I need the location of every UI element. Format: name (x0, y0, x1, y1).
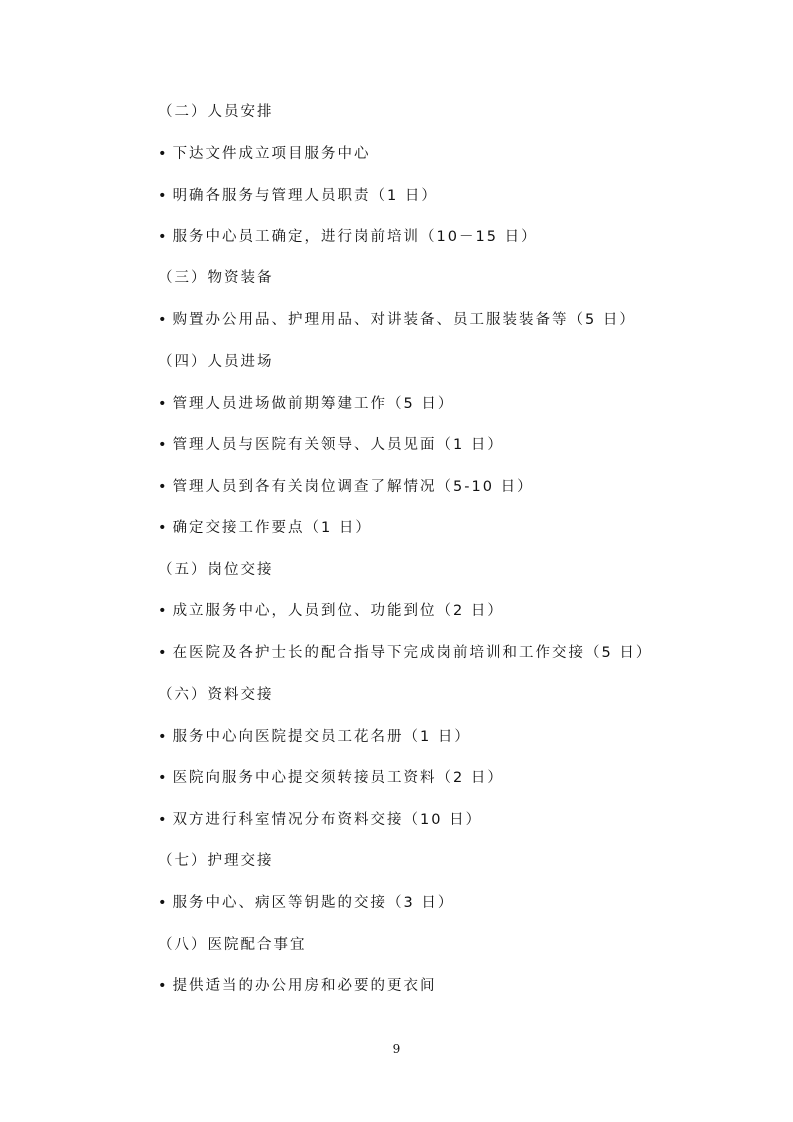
bullet-icon: • (158, 603, 167, 619)
bullet-icon: • (158, 396, 167, 412)
bullet-icon: • (158, 437, 167, 453)
section-heading (0, 102, 793, 122)
section-heading (0, 560, 793, 580)
section-heading-text: （六）资料交接 (158, 687, 274, 703)
list-item-text: 管理人员到各有关岗位调查了解情况（5-10 日） (172, 479, 534, 495)
section-heading (0, 268, 793, 288)
list-item (0, 893, 793, 913)
list-item-text: 在医院及各护士长的配合指导下完成岗前培训和工作交接（5 日） (172, 645, 653, 661)
list-item (0, 768, 793, 788)
list-item-text: 双方进行科室情况分布资料交接（10 日） (172, 812, 483, 828)
list-item (0, 810, 793, 830)
bullet-icon: • (158, 146, 167, 162)
list-item-text: 服务中心向医院提交员工花名册（1 日） (172, 729, 471, 745)
bullet-icon: • (158, 520, 167, 536)
list-item (0, 144, 793, 164)
section-heading-text: （三）物资装备 (158, 270, 274, 286)
section-heading-text: （二）人员安排 (158, 104, 274, 120)
list-item-text: 明确各服务与管理人员职责（1 日） (172, 188, 438, 204)
list-item (0, 435, 793, 455)
section-heading (0, 851, 793, 871)
bullet-icon: • (158, 895, 167, 911)
list-item-text: 下达文件成立项目服务中心 (172, 146, 371, 162)
list-item-text: 购置办公用品、护理用品、对讲装备、员工服装装备等（5 日） (172, 312, 636, 328)
section-heading-text: （四）人员进场 (158, 354, 274, 370)
list-item (0, 727, 793, 747)
bullet-icon: • (158, 812, 167, 828)
list-item-text: 确定交接工作要点（1 日） (172, 520, 372, 536)
list-item (0, 477, 793, 497)
list-item (0, 310, 793, 330)
bullet-icon: • (158, 229, 167, 245)
bullet-icon: • (158, 312, 167, 328)
bullet-icon: • (158, 770, 167, 786)
section-heading-text: （五）岗位交接 (158, 562, 274, 578)
list-item (0, 601, 793, 621)
section-heading (0, 685, 793, 705)
list-item (0, 976, 793, 996)
list-item (0, 394, 793, 414)
list-item (0, 186, 793, 206)
list-item-text: 提供适当的办公用房和必要的更衣间 (172, 978, 437, 994)
section-heading (0, 935, 793, 955)
page-number: 9 (392, 1042, 401, 1056)
list-item-text: 服务中心、病区等钥匙的交接（3 日） (172, 895, 455, 911)
section-heading (0, 352, 793, 372)
bullet-icon: • (158, 188, 167, 204)
list-item (0, 227, 793, 247)
bullet-icon: • (158, 729, 167, 745)
bullet-icon: • (158, 479, 167, 495)
list-item (0, 518, 793, 538)
bullet-icon: • (158, 978, 167, 994)
section-heading-text: （七）护理交接 (158, 853, 274, 869)
list-item-text: 服务中心员工确定，进行岗前培训（10－15 日） (172, 229, 538, 245)
list-item-text: 成立服务中心，人员到位、功能到位（2 日） (172, 603, 504, 619)
list-item-text: 管理人员进场做前期筹建工作（5 日） (172, 396, 455, 412)
section-heading-text: （八）医院配合事宜 (158, 937, 307, 953)
bullet-icon: • (158, 645, 167, 661)
list-item-text: 管理人员与医院有关领导、人员见面（1 日） (172, 437, 504, 453)
list-item (0, 643, 793, 663)
list-item-text: 医院向服务中心提交须转接员工资料（2 日） (172, 770, 504, 786)
